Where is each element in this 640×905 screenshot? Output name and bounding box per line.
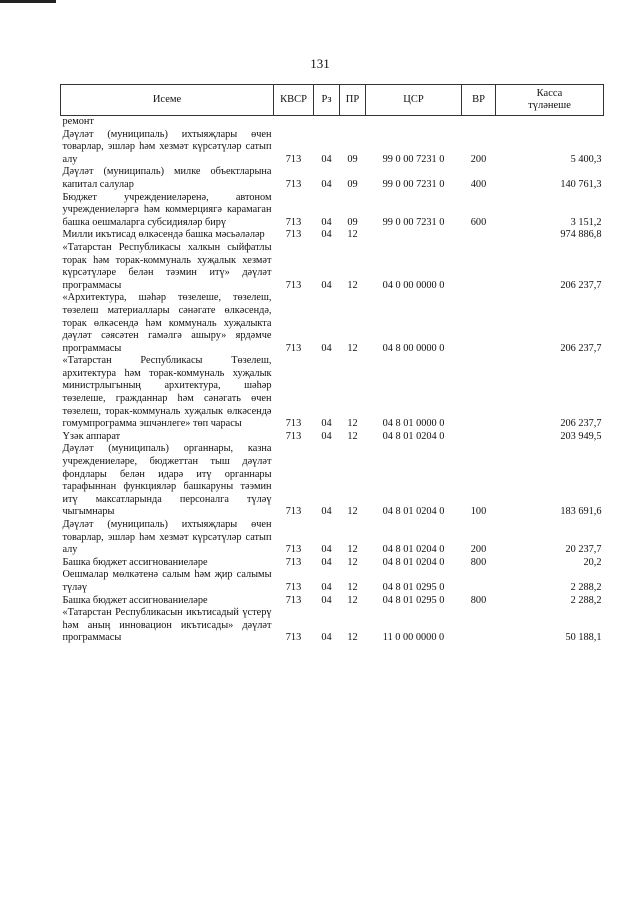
- cell-pr: 12: [347, 506, 358, 518]
- table-row: [61, 116, 604, 129]
- cell-kvsr: 713: [285, 229, 302, 241]
- header-csr: ЦСР: [366, 85, 462, 116]
- cell-amount: 206 237,7: [560, 279, 602, 291]
- cell-pr: 12: [347, 418, 358, 430]
- cell-amount: 2 288,2: [570, 581, 602, 593]
- cell-rz: 04: [321, 342, 332, 354]
- table-row: [61, 557, 604, 570]
- cell-csr: 04 8 01 0204 0: [382, 430, 445, 442]
- cell-csr: 04 8 01 0295 0: [382, 594, 445, 606]
- cell-kvsr: 713: [285, 594, 302, 606]
- cell-csr: 04 8 01 0204 0: [382, 556, 445, 568]
- cell-name: Дәүләт (муниципаль) милке объектларына капитал салулар: [62, 166, 272, 190]
- cell-rz: 04: [321, 594, 332, 606]
- cell-rz: [314, 116, 340, 129]
- table-row: [61, 229, 604, 242]
- cell-name: «Архитектура, шәһәр төзелеше, төзелеш, төзелеш материаллары сәнәгате өлкәсендә, торак өлкәсендә һәм коммуналь хуҗалыкта дәүләт сәясәтен гамәлгә ашыру» ярдәмче программасы: [62, 292, 272, 354]
- cell-rz: 04: [321, 430, 332, 442]
- cell-name: ремонт: [62, 116, 94, 127]
- cell-kvsr: 713: [285, 632, 302, 644]
- cell-rz: 04: [321, 506, 332, 518]
- table-row: [61, 569, 604, 594]
- cell-vr: 400: [470, 178, 487, 190]
- top-rule: [0, 0, 56, 3]
- table-header-row: [61, 85, 604, 116]
- cell-amount: 20 237,7: [565, 544, 602, 556]
- cell-csr: 04 8 01 0204 0: [382, 544, 445, 556]
- cell-amount: 50 188,1: [565, 632, 602, 644]
- cell-amount: 206 237,7: [560, 418, 602, 430]
- cell-pr: 09: [347, 153, 358, 165]
- table-row: [61, 166, 604, 191]
- cell-amount: [496, 116, 604, 129]
- cell-name: Башка бюджет ассигнованиеләре: [62, 556, 208, 568]
- header-kvsr: КВСР: [274, 85, 314, 116]
- cell-kvsr: 713: [285, 279, 302, 291]
- cell-kvsr: 713: [285, 342, 302, 354]
- table-body: [61, 116, 604, 645]
- cell-name: «Татарстан Республикасы Төзелеш, архитектура һәм торак-коммуналь хуҗалык министрлыгының архитектура, шәһәр төзелеше, гражданнар һәм сәнәгать өчен төзелеш, торак-коммуналь хуҗалык өлкәсендә гомумпрограмма эшчәнлеге» төп чарасы: [62, 355, 272, 430]
- cell-amount: 974 886,8: [560, 229, 602, 241]
- cell-vr: [462, 242, 496, 292]
- cell-csr: 04 8 01 0000 0: [382, 418, 445, 430]
- cell-name: Дәүләт (муниципаль) органнары, казна учреждениеләре, бюджеттан тыш дәүләт фондлары белән идарә итү органнары тарафыннан функцияләр башкаруны тәэмин итү максатларында персоналга түләү чыгымнары: [62, 443, 272, 518]
- budget-table: [60, 84, 604, 645]
- page-number: 131: [310, 56, 330, 71]
- cell-pr: 12: [347, 556, 358, 568]
- header-vr: ВР: [462, 85, 496, 116]
- cell-rz: 04: [321, 229, 332, 241]
- cell-csr: 04 0 00 0000 0: [382, 279, 445, 291]
- cell-pr: 09: [347, 178, 358, 190]
- table-row: [61, 595, 604, 608]
- cell-vr: 200: [470, 544, 487, 556]
- table-row: [61, 355, 604, 431]
- cell-pr: 12: [347, 632, 358, 644]
- cell-kvsr: 713: [285, 418, 302, 430]
- cell-name: Милли икътисад өлкәсендә башка мәсьәләләр: [62, 229, 265, 241]
- cell-amount: 3 151,2: [570, 216, 602, 228]
- header-pr: ПР: [340, 85, 366, 116]
- cell-amount: 2 288,2: [570, 594, 602, 606]
- cell-vr: [462, 229, 496, 242]
- cell-pr: 12: [347, 279, 358, 291]
- table-row: [61, 129, 604, 167]
- header-name: Исеме: [61, 85, 274, 116]
- cell-vr: 800: [470, 556, 487, 568]
- cell-vr: 200: [470, 153, 487, 165]
- header-cash-line2: түләнеше: [528, 100, 571, 111]
- cell-rz: 04: [321, 279, 332, 291]
- cell-rz: 04: [321, 632, 332, 644]
- cell-kvsr: [274, 116, 314, 129]
- cell-pr: 09: [347, 216, 358, 228]
- cell-pr: [340, 116, 366, 129]
- header-cash-line1: Касса: [536, 88, 563, 99]
- header-cash: [496, 85, 604, 116]
- cell-vr: 600: [470, 216, 487, 228]
- cell-kvsr: 713: [285, 556, 302, 568]
- cell-name: «Татарстан Республикасы халкын сыйфатлы торак һәм торак-коммуналь хуҗалык хезмәт күрсәтүләре белән тәэмин итү» дәүләт программасы: [62, 241, 272, 291]
- cell-amount: 5 400,3: [570, 153, 602, 165]
- cell-kvsr: 713: [285, 581, 302, 593]
- cell-kvsr: 713: [285, 153, 302, 165]
- cell-rz: 04: [321, 216, 332, 228]
- cell-rz: 04: [321, 556, 332, 568]
- cell-kvsr: 713: [285, 178, 302, 190]
- cell-rz: 04: [321, 581, 332, 593]
- cell-pr: 12: [347, 581, 358, 593]
- cell-csr: 04 8 01 0295 0: [382, 581, 445, 593]
- cell-csr: 04 8 00 0000 0: [382, 342, 445, 354]
- cell-vr: [462, 292, 496, 355]
- table-row: [61, 443, 604, 519]
- cell-name: Бюджет учреждениеләренә, автоном учреждениеләргә һәм коммерциягә карамаган башка оешмаларга субсидияләр бирү: [62, 191, 272, 228]
- cell-vr: [462, 607, 496, 645]
- header-rz: Рз: [314, 85, 340, 116]
- cell-csr: 04 8 01 0204 0: [382, 506, 445, 518]
- table-row: [61, 431, 604, 444]
- cell-amount: 183 691,6: [560, 506, 602, 518]
- table-row: [61, 519, 604, 557]
- cell-vr: [462, 116, 496, 129]
- cell-pr: 12: [347, 342, 358, 354]
- table-row: [61, 292, 604, 355]
- cell-amount: 20,2: [583, 556, 602, 568]
- cell-amount: 203 949,5: [560, 430, 602, 442]
- cell-kvsr: 713: [285, 430, 302, 442]
- cell-csr: 99 0 00 7231 0: [382, 216, 445, 228]
- cell-name: Башка бюджет ассигнованиеләре: [62, 594, 208, 606]
- cell-pr: 12: [347, 544, 358, 556]
- table-row: [61, 242, 604, 292]
- cell-csr: 99 0 00 7231 0: [382, 178, 445, 190]
- cell-csr: [366, 229, 462, 242]
- cell-amount: 140 761,3: [560, 178, 602, 190]
- cell-pr: 12: [347, 594, 358, 606]
- cell-name: Дәүләт (муниципаль) ихтыяҗлары өчен товарлар, эшләр һәм хезмәт күрсәтүләр сатып алу: [62, 128, 272, 165]
- cell-kvsr: 713: [285, 544, 302, 556]
- cell-name: «Татарстан Республикасын икътисадый үстерү һәм аның инновацион икътисады» дәүләт программасы: [62, 607, 272, 644]
- cell-kvsr: 713: [285, 216, 302, 228]
- cell-vr: 100: [470, 506, 487, 518]
- cell-csr: [366, 116, 462, 129]
- cell-csr: 11 0 00 0000 0: [382, 632, 445, 644]
- cell-rz: 04: [321, 153, 332, 165]
- cell-rz: 04: [321, 178, 332, 190]
- cell-vr: 800: [470, 594, 487, 606]
- cell-rz: 04: [321, 544, 332, 556]
- cell-name: Дәүләт (муниципаль) ихтыяҗлары өчен товарлар, эшләр һәм хезмәт күрсәтүләр сатып алу: [62, 519, 272, 556]
- cell-kvsr: 713: [285, 506, 302, 518]
- table-row: [61, 607, 604, 645]
- cell-name: Үзәк аппарат: [62, 430, 121, 442]
- cell-amount: 206 237,7: [560, 342, 602, 354]
- cell-vr: [462, 355, 496, 431]
- cell-rz: 04: [321, 418, 332, 430]
- cell-vr: [462, 569, 496, 594]
- cell-name: Оешмалар мөлкәтенә салым һәм җир салымы түләү: [62, 569, 272, 593]
- cell-csr: 99 0 00 7231 0: [382, 153, 445, 165]
- cell-vr: [462, 431, 496, 444]
- cell-pr: 12: [347, 229, 358, 241]
- cell-pr: 12: [347, 430, 358, 442]
- table-row: [61, 192, 604, 230]
